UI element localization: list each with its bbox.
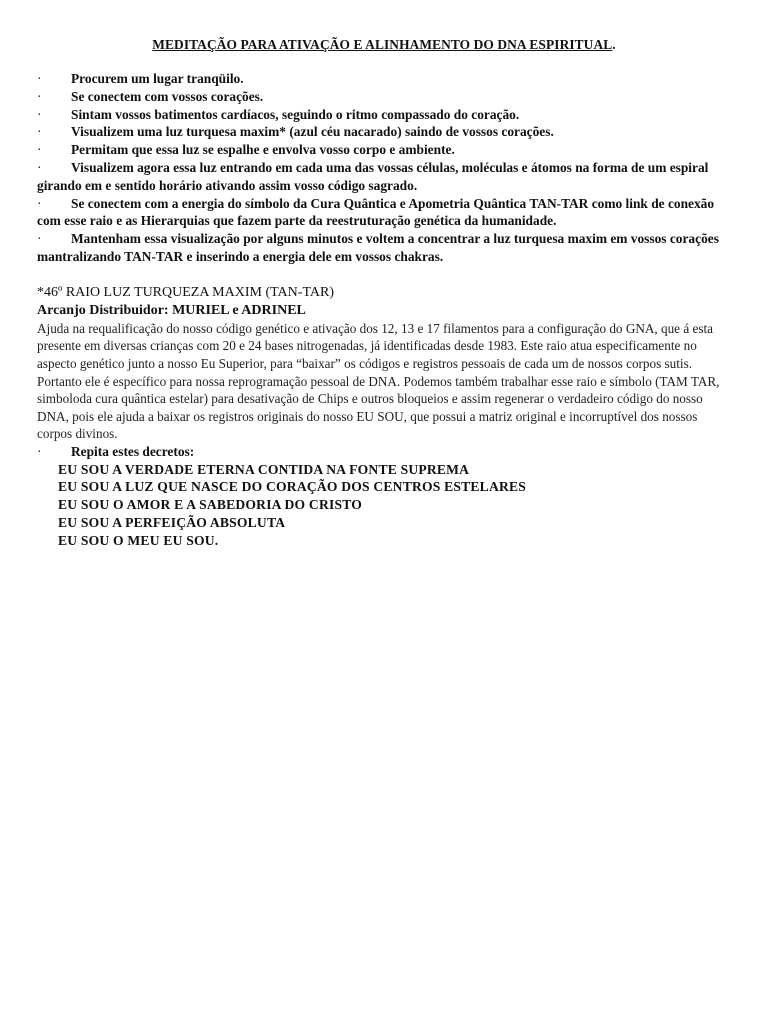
list-item-text: Sintam vossos batimentos cardíacos, seguindo o ritmo compassado do coração.: [71, 106, 520, 122]
list-item: [37, 141, 731, 159]
list-item-text: Mantenham essa visualização por alguns minutos e voltem a concentrar a luz turquesa maxim em vossos corações mantralizando TAN-TAR e inserindo a energia dele em vossos chakras.: [37, 231, 719, 264]
decree-line: EU SOU A PERFEIÇÃO ABSOLUTA: [58, 514, 286, 530]
bullet-icon: ·: [37, 124, 42, 140]
arcanjo-names: MURIEL e ADRINEL: [172, 302, 306, 318]
decree-line: EU SOU O AMOR E A SABEDORIA DO CRISTO: [58, 497, 363, 513]
bullet-icon: ·: [37, 88, 42, 104]
bullet-icon: ·: [37, 71, 42, 86]
raio-heading: *46º RAIO LUZ TURQUEZA MAXIM (TAN-TAR): [37, 284, 334, 300]
bullet-icon: ·: [37, 142, 42, 158]
list-item: [37, 230, 731, 266]
bullet-icon: ·: [37, 195, 42, 211]
repita-label: Repita estes decretos:: [71, 443, 195, 459]
description-paragraph: Ajuda na requalificação do nosso código genético e ativação dos 12, 13 e 17 filamentos para a configuração do GNA, que á esta presente em diversas crianças com 20 e 24 bases nitrogenadas, já identificadas desde 1983. Este raio atua especificamente no aspecto genético junto a nosso Eu Superior, para “baixar” os códigos e registros pessoais de cada um de nossos corpos sutis. Portanto ele é específico para nossa reprogramação pessoal de DNA. Podemos também trabalhar esse raio e símbolo (TAM TAR, simboloda cura quântica estelar) para desativação de Chips e outros bloqueios e assim regenerar o verdadeiro código do nosso DNA, pois ele ajuda a baixar os registros originais do nosso EU SOU, que possui a matriz original e incorruptível dos nossos corpos divinos.: [37, 320, 720, 442]
bullet-icon: ·: [37, 231, 42, 247]
arcanjo-label: Arcanjo Distribuidor:: [37, 302, 169, 318]
bullet-icon: ·: [37, 106, 42, 122]
decree-line: EU SOU A VERDADE ETERNA CONTIDA NA FONTE SUPREMA: [58, 461, 470, 477]
list-item: [37, 123, 731, 141]
bullet-icon: ·: [37, 159, 42, 175]
list-item-text: Se conectem com vossos corações.: [71, 88, 264, 104]
list-item: [37, 70, 731, 88]
document-page: [37, 36, 731, 550]
list-item-text: Permitam que essa luz se espalhe e envolva vosso corpo e ambiente.: [71, 142, 455, 158]
decree-list: [37, 461, 731, 550]
arcanjo-line: [37, 302, 731, 320]
title-text: MEDITAÇÃO PARA ATIVAÇÃO E ALINHAMENTO DO DNA ESPIRITUAL: [152, 37, 613, 52]
list-item-text: Procurem um lugar tranqüilo.: [71, 71, 244, 86]
bullet-icon: ·: [37, 443, 42, 459]
section-gap: [37, 266, 731, 284]
bullet-list: [37, 70, 731, 266]
list-item: [37, 106, 731, 124]
page-title: [37, 36, 731, 54]
list-item-text: Visualizem uma luz turquesa maxim* (azul céu nacarado) saindo de vossos corações.: [71, 124, 554, 140]
decree-line: EU SOU A LUZ QUE NASCE DO CORAÇÃO DOS CENTROS ESTELARES: [58, 479, 527, 495]
list-item: [37, 159, 731, 195]
list-item: [37, 88, 731, 106]
title-period: .: [612, 37, 616, 52]
decree-line: EU SOU O MEU EU SOU.: [58, 532, 219, 548]
repita-line: [37, 443, 731, 461]
list-item-text: Visualizem agora essa luz entrando em cada uma das vossas células, moléculas e átomos na forma de um espiral girando em e sentido horário ativando assim vosso código sagrado.: [37, 159, 709, 193]
list-item-text: Se conectem com a energia do símbolo da Cura Quântica e Apometria Quântica TAN-TAR como link de conexão com esse raio e as Hierarquias que fazem parte da reestruturação genética da humanidade.: [37, 195, 715, 229]
list-item: [37, 195, 731, 231]
